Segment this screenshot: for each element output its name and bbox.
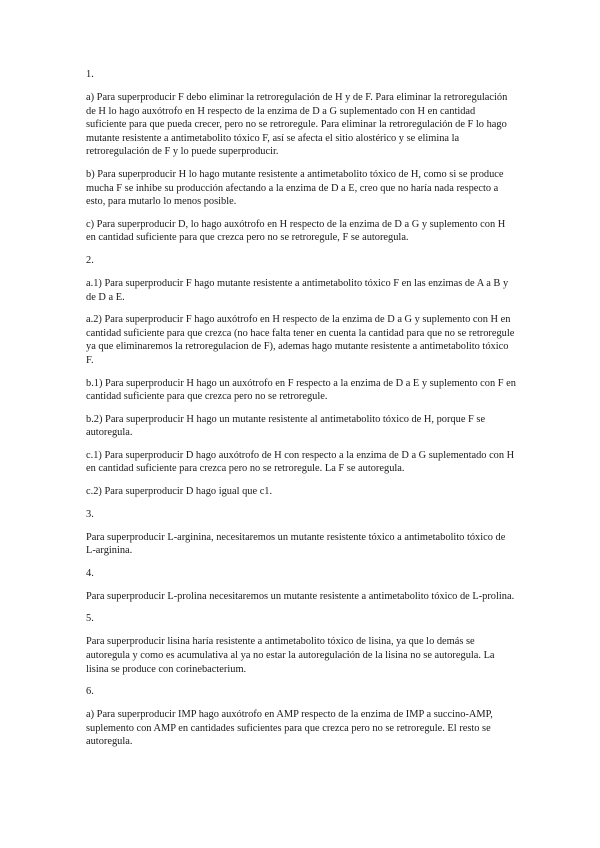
document-page bbox=[86, 68, 516, 758]
paragraph: Para superproducir lisina haría resistente a antimetabolito tóxico de lisina, ya que lo demás se autoregula y como es acumulativa al ya no estar la autoregulación de la lisina no se autoregula. La lisina se produce con corinebacterium. bbox=[86, 636, 495, 675]
paragraph: a.1) Para superproducir F hago mutante resistente a antimetabolito tóxico F en las enzimas de A a B y de D a E. bbox=[86, 277, 509, 303]
paragraph: Para superproducir L-prolina necesitaremos un mutante resistente a antimetabolito tóxico de L-prolina. bbox=[86, 590, 515, 602]
paragraph: a) Para superproducir IMP hago auxótrofo en AMP respecto de la enzima de IMP a succino-AMP, suplemento con AMP en cantidades suficientes para que crezca pero no se retroregule. El resto se autoregula. bbox=[86, 709, 493, 748]
paragraph: Para superproducir L-arginina, necesitaremos un mutante resistente tóxico a antimetabolito tóxico de L-arginina. bbox=[86, 531, 506, 557]
section-number: 2. bbox=[86, 254, 94, 266]
paragraph: b.2) Para superproducir H hago un mutante resistente al antimetabolito tóxico de H, porque F se autoregula. bbox=[86, 413, 486, 439]
paragraph: c) Para superproducir D, lo hago auxótrofo en H respecto de la enzima de D a G y suplemento con H en cantidad suficiente para que crezca pero no se retroregule, F se autoregula. bbox=[86, 218, 506, 244]
paragraph: b) Para superproducir H lo hago mutante resistente a antimetabolito tóxico de H, como si se produce mucha F se inhibe su producción afectando a la enzima de D a E, creo que no haría nada respecto a esto, para mutarlo lo menos posible. bbox=[86, 168, 504, 208]
paragraph: c.1) Para superproducir D hago auxótrofo de H con respecto a la enzima de D a G suplementado con H en cantidad suficiente para crezca pero no se retroregule. La F se autoregula. bbox=[86, 449, 515, 475]
section-number: 4. bbox=[86, 567, 94, 579]
paragraph: a) Para superproducir F debo eliminar la retroregulación de H y de F. Para eliminar la retroregulación de H lo hago auxótrofo en H respecto de la enzima de D a G suplementado con H en cantidad suficiente para que pueda crecer, pero no se retroregule. Para eliminar la retroregulación de F lo hago mutante resistente a antimetabolito tóxico F, así se afecta el sitio alostérico y se elimina la retroregulación de F y lo puede superproducir. bbox=[86, 92, 508, 158]
paragraph: b.1) Para superproducir H hago un auxótrofo en F respecto a la enzima de D a E y suplemento con F en cantidad suficiente para que crezca pero no se retroregule. bbox=[86, 377, 516, 403]
paragraph: a.2) Para superproducir F hago auxótrofo en H respecto de la enzima de D a G y suplemento con H en cantidad suficiente para que crezca (no hace falta tener en cuenta la cantidad para que no se retroregule ya que eliminaremos la retroregulacion de F), ademas hago mutante resistente a antimetabolito tóxico F. bbox=[86, 314, 515, 366]
section-number: 1. bbox=[86, 69, 94, 80]
section-number: 6. bbox=[86, 686, 94, 698]
section-number: 3. bbox=[86, 508, 94, 520]
section-number: 5. bbox=[86, 613, 94, 625]
paragraph: c.2) Para superproducir D hago igual que c1. bbox=[86, 486, 273, 498]
